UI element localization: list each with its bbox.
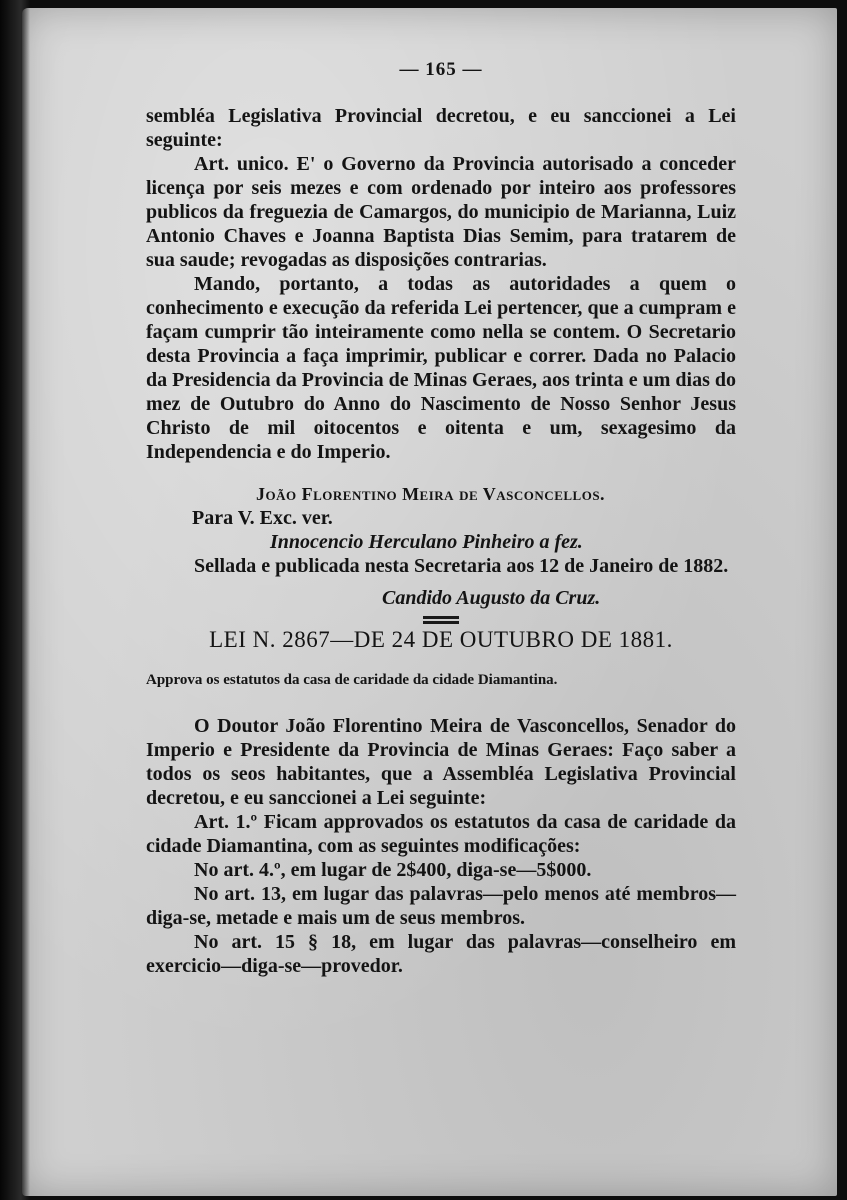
paragraph-mando: Mando, portanto, a todas as autoridades a quem o conhecimento e execução da referida Lei pertencer, que a cumpram e façam cumprir tão inteiramente como nella se contem. O Secretario desta Provincia a faça imprimir, publicar e correr. Dada no Palacio da Presidencia da Provincia de Minas Geraes, aos trinta e um dias do mez de Outubro do Anno do Nascimento de Nosso Senhor Jesus Christo de mil oitocentos e oitenta e um, sexagesimo da Independencia e do Imperio. <box>146 273 736 463</box>
law-summary: Approva os estatutos da casa de caridade da cidade Diamantina. <box>146 672 558 688</box>
law-modification-art-15: No art. 15 § 18, em lugar das palavras—conselheiro em exercicio—diga-se—provedor. <box>146 931 736 977</box>
binding-shadow <box>0 0 30 1200</box>
secretary-signature: Candido Augusto da Cruz. <box>382 587 601 609</box>
signature-for-view: Para V. Exc. ver. <box>192 507 333 529</box>
law-modification-art-4: No art. 4.º, em lugar de 2$400, diga-se—5$000. <box>194 859 592 881</box>
paragraph-article-unico: Art. unico. E' o Governo da Provincia autorisado a conceder licença por seis mezes e com ordenado por inteiro aos professores publicos da freguezia de Camargos, do municipio de Marianna, Luiz Antonio Chaves e Joanna Baptista Dias Semim, para tratarem de sua saude; revogadas as disposições contrarias. <box>146 153 736 271</box>
signature-scribe: Innocencio Herculano Pinheiro a fez. <box>270 531 583 553</box>
sealed-statement: Sellada e publicada nesta Secretaria aos 12 de Janeiro de 1882. <box>194 555 729 577</box>
law-modification-art-13: No art. 13, em lugar das palavras—pelo menos até membros—diga-se, metade e mais um de seus membros. <box>146 883 736 929</box>
document-text <box>146 58 736 978</box>
paragraph-continuation: sembléa Legislativa Provincial decretou, e eu sanccionei a Lei seguinte: <box>146 105 736 151</box>
divider-rule-top <box>423 616 459 619</box>
law-preamble: O Doutor João Florentino Meira de Vasconcellos, Senador do Imperio e Presidente da Provincia de Minas Geraes: Faço saber a todos os seos habitantes, que a Assembléa Legislativa Provincial decretou, e eu sanccionei a Lei seguinte: <box>146 715 736 809</box>
law-article-1: Art. 1.º Ficam approvados os estatutos da casa de caridade da cidade Diamantina, com as seguintes modificações: <box>146 811 736 857</box>
signature-name: João Florentino Meira de Vasconcellos. <box>256 484 606 504</box>
law-title: LEI N. 2867—DE 24 DE OUTUBRO DE 1881. <box>209 627 673 652</box>
page-number: — 165 — <box>399 59 483 80</box>
divider-rule-bottom <box>423 621 459 624</box>
